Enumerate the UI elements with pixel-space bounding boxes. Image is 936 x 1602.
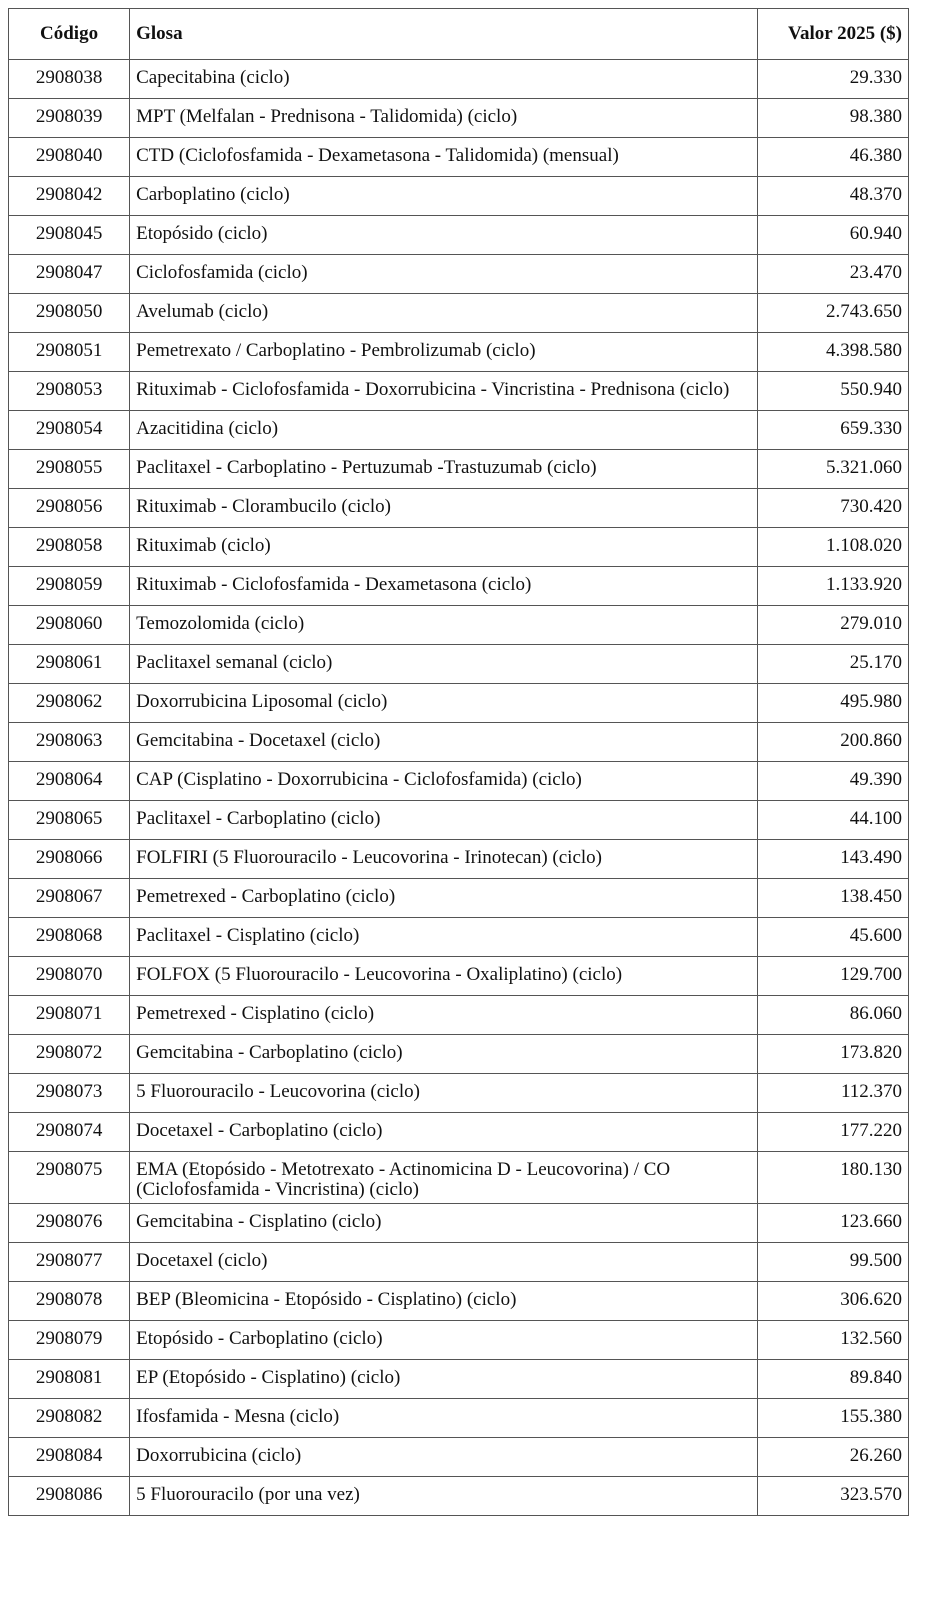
header-glosa: Glosa <box>130 9 758 60</box>
cell-codigo: 2908062 <box>9 684 130 723</box>
cell-valor: 279.010 <box>757 606 908 645</box>
cell-glosa: CAP (Cisplatino - Doxorrubicina - Ciclofosfamida) (ciclo) <box>130 762 758 801</box>
cell-codigo: 2908064 <box>9 762 130 801</box>
table-row <box>9 1399 909 1438</box>
cell-codigo: 2908067 <box>9 879 130 918</box>
cell-codigo: 2908063 <box>9 723 130 762</box>
table-row <box>9 1438 909 1477</box>
table-row <box>9 879 909 918</box>
table-row <box>9 1074 909 1113</box>
cell-codigo: 2908040 <box>9 138 130 177</box>
table-row <box>9 1360 909 1399</box>
cell-codigo: 2908053 <box>9 372 130 411</box>
cell-codigo: 2908038 <box>9 60 130 99</box>
cell-valor: 60.940 <box>757 216 908 255</box>
cell-codigo: 2908058 <box>9 528 130 567</box>
cell-valor: 86.060 <box>757 996 908 1035</box>
cell-valor: 29.330 <box>757 60 908 99</box>
cell-glosa: 5 Fluorouracilo (por una vez) <box>130 1477 758 1516</box>
cell-valor: 659.330 <box>757 411 908 450</box>
table-row <box>9 1152 909 1204</box>
cell-valor: 155.380 <box>757 1399 908 1438</box>
cell-glosa: Docetaxel (ciclo) <box>130 1243 758 1282</box>
table-row <box>9 1113 909 1152</box>
table-row <box>9 1282 909 1321</box>
cell-codigo: 2908073 <box>9 1074 130 1113</box>
table-row <box>9 528 909 567</box>
cell-codigo: 2908054 <box>9 411 130 450</box>
cell-valor: 45.600 <box>757 918 908 957</box>
cell-codigo: 2908077 <box>9 1243 130 1282</box>
cell-glosa: MPT (Melfalan - Prednisona - Talidomida) (ciclo) <box>130 99 758 138</box>
cell-glosa: Doxorrubicina Liposomal (ciclo) <box>130 684 758 723</box>
cell-glosa: FOLFIRI (5 Fluorouracilo - Leucovorina - Irinotecan) (ciclo) <box>130 840 758 879</box>
cell-valor: 132.560 <box>757 1321 908 1360</box>
table-row <box>9 489 909 528</box>
cell-glosa: Docetaxel - Carboplatino (ciclo) <box>130 1113 758 1152</box>
cell-glosa: Etopósido - Carboplatino (ciclo) <box>130 1321 758 1360</box>
cell-valor: 306.620 <box>757 1282 908 1321</box>
table-row <box>9 333 909 372</box>
table-row <box>9 957 909 996</box>
cell-glosa: FOLFOX (5 Fluorouracilo - Leucovorina - Oxaliplatino) (ciclo) <box>130 957 758 996</box>
cell-glosa: Capecitabina (ciclo) <box>130 60 758 99</box>
table-row <box>9 723 909 762</box>
cell-codigo: 2908051 <box>9 333 130 372</box>
table-row <box>9 294 909 333</box>
cell-codigo: 2908076 <box>9 1204 130 1243</box>
table-row <box>9 606 909 645</box>
cell-glosa: Paclitaxel semanal (ciclo) <box>130 645 758 684</box>
cell-valor: 200.860 <box>757 723 908 762</box>
cell-valor: 23.470 <box>757 255 908 294</box>
cell-valor: 123.660 <box>757 1204 908 1243</box>
cell-glosa: Etopósido (ciclo) <box>130 216 758 255</box>
table-row <box>9 1477 909 1516</box>
table-row <box>9 918 909 957</box>
header-valor: Valor 2025 ($) <box>757 9 908 60</box>
cell-glosa: EP (Etopósido - Cisplatino) (ciclo) <box>130 1360 758 1399</box>
table-row <box>9 840 909 879</box>
cell-codigo: 2908078 <box>9 1282 130 1321</box>
cell-valor: 99.500 <box>757 1243 908 1282</box>
cell-glosa: Avelumab (ciclo) <box>130 294 758 333</box>
cell-glosa: BEP (Bleomicina - Etopósido - Cisplatino) (ciclo) <box>130 1282 758 1321</box>
cell-valor: 49.390 <box>757 762 908 801</box>
cell-valor: 138.450 <box>757 879 908 918</box>
cell-valor: 180.130 <box>757 1152 908 1204</box>
cell-valor: 173.820 <box>757 1035 908 1074</box>
cell-glosa: 5 Fluorouracilo - Leucovorina (ciclo) <box>130 1074 758 1113</box>
cell-codigo: 2908066 <box>9 840 130 879</box>
cell-valor: 143.490 <box>757 840 908 879</box>
cell-glosa: Paclitaxel - Cisplatino (ciclo) <box>130 918 758 957</box>
cell-valor: 2.743.650 <box>757 294 908 333</box>
cell-valor: 495.980 <box>757 684 908 723</box>
cell-codigo: 2908056 <box>9 489 130 528</box>
table-row <box>9 99 909 138</box>
cell-glosa: Carboplatino (ciclo) <box>130 177 758 216</box>
cell-codigo: 2908070 <box>9 957 130 996</box>
cell-glosa: Gemcitabina - Cisplatino (ciclo) <box>130 1204 758 1243</box>
table-row <box>9 1243 909 1282</box>
cell-glosa: Temozolomida (ciclo) <box>130 606 758 645</box>
cell-glosa: Doxorrubicina (ciclo) <box>130 1438 758 1477</box>
table-row <box>9 801 909 840</box>
cell-valor: 26.260 <box>757 1438 908 1477</box>
cell-codigo: 2908072 <box>9 1035 130 1074</box>
table-row <box>9 762 909 801</box>
table-row <box>9 1035 909 1074</box>
cell-glosa: Paclitaxel - Carboplatino - Pertuzumab -Trastuzumab (ciclo) <box>130 450 758 489</box>
table-row <box>9 177 909 216</box>
table-row <box>9 450 909 489</box>
cell-codigo: 2908047 <box>9 255 130 294</box>
table-row <box>9 684 909 723</box>
table-row <box>9 372 909 411</box>
table-row <box>9 60 909 99</box>
table-row <box>9 996 909 1035</box>
table-row <box>9 567 909 606</box>
cell-glosa: Azacitidina (ciclo) <box>130 411 758 450</box>
cell-valor: 112.370 <box>757 1074 908 1113</box>
cell-valor: 730.420 <box>757 489 908 528</box>
price-table <box>8 8 909 1516</box>
cell-codigo: 2908079 <box>9 1321 130 1360</box>
cell-valor: 25.170 <box>757 645 908 684</box>
cell-glosa: CTD (Ciclofosfamida - Dexametasona - Talidomida) (mensual) <box>130 138 758 177</box>
cell-codigo: 2908050 <box>9 294 130 333</box>
cell-glosa: Pemetrexato / Carboplatino - Pembrolizumab (ciclo) <box>130 333 758 372</box>
cell-glosa: Rituximab (ciclo) <box>130 528 758 567</box>
cell-codigo: 2908084 <box>9 1438 130 1477</box>
cell-valor: 48.370 <box>757 177 908 216</box>
table-row <box>9 1204 909 1243</box>
cell-codigo: 2908082 <box>9 1399 130 1438</box>
cell-valor: 550.940 <box>757 372 908 411</box>
cell-valor: 129.700 <box>757 957 908 996</box>
cell-codigo: 2908068 <box>9 918 130 957</box>
cell-codigo: 2908039 <box>9 99 130 138</box>
table-row <box>9 255 909 294</box>
cell-glosa: Ciclofosfamida (ciclo) <box>130 255 758 294</box>
cell-codigo: 2908059 <box>9 567 130 606</box>
cell-glosa: Gemcitabina - Carboplatino (ciclo) <box>130 1035 758 1074</box>
cell-valor: 323.570 <box>757 1477 908 1516</box>
cell-glosa: Paclitaxel - Carboplatino (ciclo) <box>130 801 758 840</box>
cell-codigo: 2908061 <box>9 645 130 684</box>
cell-valor: 98.380 <box>757 99 908 138</box>
cell-glosa: Rituximab - Ciclofosfamida - Doxorrubicina - Vincristina - Prednisona (ciclo) <box>130 372 758 411</box>
cell-codigo: 2908075 <box>9 1152 130 1204</box>
cell-codigo: 2908042 <box>9 177 130 216</box>
table-row <box>9 138 909 177</box>
table-body <box>9 60 909 1516</box>
cell-valor: 4.398.580 <box>757 333 908 372</box>
cell-valor: 5.321.060 <box>757 450 908 489</box>
header-codigo: Código <box>9 9 130 60</box>
cell-codigo: 2908086 <box>9 1477 130 1516</box>
cell-glosa: Rituximab - Clorambucilo (ciclo) <box>130 489 758 528</box>
cell-valor: 89.840 <box>757 1360 908 1399</box>
cell-glosa: Pemetrexed - Carboplatino (ciclo) <box>130 879 758 918</box>
cell-glosa: Ifosfamida - Mesna (ciclo) <box>130 1399 758 1438</box>
cell-glosa: Rituximab - Ciclofosfamida - Dexametasona (ciclo) <box>130 567 758 606</box>
cell-glosa: Gemcitabina - Docetaxel (ciclo) <box>130 723 758 762</box>
cell-glosa: Pemetrexed - Cisplatino (ciclo) <box>130 996 758 1035</box>
table-row <box>9 411 909 450</box>
cell-valor: 46.380 <box>757 138 908 177</box>
table-row <box>9 216 909 255</box>
cell-codigo: 2908074 <box>9 1113 130 1152</box>
cell-valor: 177.220 <box>757 1113 908 1152</box>
cell-glosa: EMA (Etopósido - Metotrexato - Actinomicina D - Leucovorina) / CO (Ciclofosfamida - Vincristina) (ciclo) <box>130 1152 758 1204</box>
cell-codigo: 2908055 <box>9 450 130 489</box>
table-row <box>9 1321 909 1360</box>
table-header-row <box>9 9 909 60</box>
cell-codigo: 2908081 <box>9 1360 130 1399</box>
cell-codigo: 2908045 <box>9 216 130 255</box>
cell-valor: 1.133.920 <box>757 567 908 606</box>
cell-valor: 44.100 <box>757 801 908 840</box>
cell-codigo: 2908065 <box>9 801 130 840</box>
table-row <box>9 645 909 684</box>
cell-codigo: 2908071 <box>9 996 130 1035</box>
cell-valor: 1.108.020 <box>757 528 908 567</box>
cell-codigo: 2908060 <box>9 606 130 645</box>
